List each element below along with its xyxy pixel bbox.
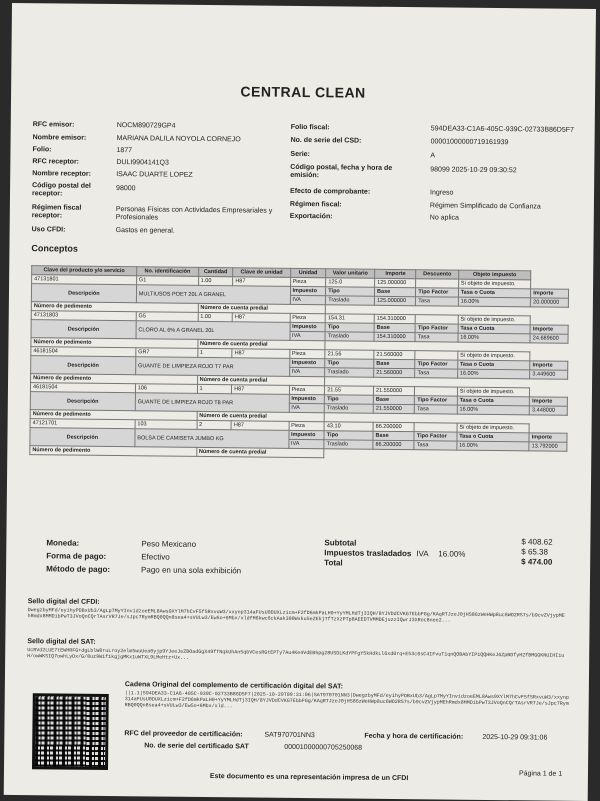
- pedimento-label: Número de pedimento: [30, 446, 197, 457]
- tax-base: 125.000000: [374, 296, 415, 305]
- cell-cantidad: 1: [197, 348, 232, 357]
- metodo-label: Método de pago:: [46, 564, 111, 575]
- tax-col-base: Base: [373, 395, 414, 404]
- nombre-receptor: ISAAC DUARTE LOPEZ: [116, 171, 193, 179]
- column-header: No. identificación: [136, 267, 198, 277]
- tax-imp: IVA: [288, 439, 324, 448]
- folio: 1877: [116, 147, 133, 155]
- cell-descuento: [415, 387, 457, 396]
- serie-sat: 00001000000705250068: [284, 743, 363, 752]
- description-label: Descripción: [30, 428, 135, 447]
- exportacion: No aplica: [429, 214, 460, 222]
- cell-clave_unidad: H87: [232, 349, 289, 359]
- tax-col-tipo: Tipo: [325, 359, 374, 369]
- tax-col-tipo: Tipo: [324, 431, 373, 441]
- serie-sat-label: No. de serie del certificado SAT: [144, 742, 249, 751]
- tax-factor: Tasa: [415, 405, 457, 414]
- cuenta-predial-label: Número de cuenta predial: [197, 339, 325, 349]
- tax-col-tipo_factor: Tipo Factor: [415, 360, 457, 369]
- rfc-emisor-label: RFC emisor:: [32, 121, 75, 129]
- sello-cfdi: DwegzbyMFd/eyihyPDBxUb3/AgLp7MyYInvidzoeEML8Aws9XYlM7hCvF5fSRxvuW3/xxynp314aFUsU0DUXLzicm+F2fD6mkPaLH0+YyYMLHdTj3IQH/8YJVDdCVKG7EbbFGg/KAqRTJzeJ0jHS86zWeHWp8uc6WO2RS7s/b9cvZVjypMEhRmdx8MMDibPwT3JVoQnCQrTAsrVR7Je/sJpc7RymRBQ0QQn8sea4+sVULw3/Ew5o+6Mbx/xldfM6kwc6ckAak300Wxku5eZEkjTfTzXzPTp8AEEDTVMMDEjuzzIQwrJ3XRoc8nee2...: [27, 607, 565, 624]
- tax-col-tipo_factor: Tipo Factor: [416, 288, 458, 297]
- tax-imp: IVA: [290, 295, 326, 304]
- impuestos-tasa: 16.00%: [438, 549, 466, 559]
- cell-clave: 47131801: [32, 275, 137, 285]
- tax-col-importe: Importe: [531, 289, 569, 298]
- spacer-cell: [324, 449, 529, 460]
- forma-label: Forma de pago:: [46, 551, 107, 561]
- tax-col-base: Base: [374, 359, 415, 368]
- tax-imp_importe: 13.792000: [529, 442, 567, 451]
- cell-id: GR7: [136, 348, 198, 358]
- sello-sat: UcRVd2LUE7tEWHRFG+dgLblW8ruLroy2elm5wuUea0yjp9YJeeJeZBOadGgX49fTNqkUhAn5qbVCesRGtEPTy7Au4Ke4VdEB5pg28USDLKdYPFgY5kHdkLl6xd0rq+E53c6sC4IFvuT1qnQOBAbYIP1QQHKeJ6ZpBDfyH2fBMGGKNUIHI1uH/owWKSIQ7owhLyDx/G/8uz9W1f1kgjgMKx1uWTXL9LMeHtz+Ux...: [27, 647, 565, 661]
- uso-cfdi: Gastos en general.: [115, 227, 175, 235]
- cell-descuento: [416, 279, 458, 288]
- tax-factor: Tasa: [415, 369, 457, 378]
- folio-label: Folio:: [32, 146, 52, 154]
- cell-id: 103: [135, 420, 197, 430]
- qr-code-icon: [32, 693, 109, 770]
- cell-id: G5: [136, 312, 198, 322]
- cell-unidad: Pieza: [289, 385, 325, 394]
- total-label: Total: [324, 558, 343, 568]
- description-label: Descripción: [31, 284, 136, 303]
- cell-unidad: Pieza: [289, 349, 325, 358]
- tax-imp: IVA: [289, 403, 325, 412]
- tax-factor: Tasa: [415, 333, 457, 342]
- cell-valor: 125.0: [326, 278, 375, 288]
- cell-clave: 46181504: [30, 383, 135, 393]
- tax-col-tasa: Tasa o Cuota: [457, 360, 530, 370]
- tax-col-tipo: Tipo: [325, 395, 374, 405]
- column-header: Valor unitario: [326, 269, 375, 279]
- cell-valor: 154.31: [325, 314, 374, 324]
- tax-col-impuesto: Impuesto: [289, 358, 325, 367]
- efecto: Ingreso: [430, 189, 454, 197]
- tax-tipo: Traslado: [325, 404, 374, 414]
- footer-note: Este documento es una representación impresa de un CFDI: [209, 773, 409, 783]
- tax-col-importe: Importe: [530, 361, 568, 370]
- cuenta-predial-label: Número de cuenta predial: [197, 375, 325, 385]
- tax-base: 21.560000: [374, 368, 415, 377]
- regimen: Régimen Simplificado de Confianza: [429, 202, 541, 211]
- cell-objeto: Sí objeto de impuesto.: [458, 279, 531, 289]
- column-header: Importe: [375, 269, 416, 278]
- tax-col-impuesto: Impuesto: [288, 430, 324, 439]
- tax-col-base: Base: [374, 323, 415, 332]
- regimen-label: Régimen fiscal:: [289, 200, 342, 209]
- cell-cantidad: 1.00: [198, 276, 233, 285]
- item-description: GUANTE DE LIMPIEZA ROJO T8 PAR: [135, 393, 289, 413]
- cp-fecha: 98099 2025-10-29 09:30:52: [430, 166, 517, 175]
- description-label: Descripción: [31, 320, 136, 339]
- item-description: CLORO AL 6% A GRANEL 20L: [136, 321, 290, 341]
- cell-descuento: [416, 315, 458, 324]
- rfc-cert: SAT970701NN3: [264, 731, 315, 740]
- cuenta-predial-label: Número de cuenta predial: [196, 447, 324, 457]
- cell-importe: 154.310000: [374, 314, 415, 323]
- cell-importe: 21.550000: [373, 386, 414, 395]
- tax-tasa: 16.00%: [458, 297, 531, 307]
- page-number: Página 1 de 1: [518, 770, 563, 778]
- fecha-cert-label: Fecha y hora de certificación:: [364, 732, 464, 741]
- cell-clave_unidad: H87: [232, 385, 289, 395]
- item-description: GUANTE DE LIMPIEZA ROJO T7 PAR: [135, 357, 289, 377]
- efecto-label: Efecto de comprobante:: [290, 187, 371, 196]
- serie: A: [430, 152, 436, 160]
- cell-objeto: Sí objeto de impuesto.: [457, 387, 530, 397]
- cadena-label: Cadena Original del complemento de certificación digital del SAT:: [124, 681, 344, 691]
- cuenta-predial-label: Número de cuenta predial: [198, 303, 326, 313]
- column-header: Unidad: [290, 268, 326, 277]
- column-header: Clave del producto y/o servicio: [32, 266, 137, 276]
- cell-clave: 47131803: [31, 311, 136, 321]
- folio-fiscal: 594DEA33-C1A6-405C-939C-02733B86D5F7: [430, 125, 574, 134]
- cell-clave: 47121701: [30, 419, 135, 429]
- rfc-receptor: DULI9904141Q3: [116, 159, 169, 167]
- subtotal-label: Subtotal: [324, 538, 357, 548]
- tax-col-tipo_factor: Tipo Factor: [415, 324, 457, 333]
- rfc-cert-label: RFC del proveedor de certificación:: [124, 730, 243, 739]
- tax-col-tasa: Tasa o Cuota: [458, 324, 531, 334]
- tax-col-tasa: Tasa o Cuota: [457, 396, 530, 406]
- tax-imp: IVA: [289, 367, 325, 376]
- forma: Efectivo: [141, 552, 170, 562]
- uso-cfdi-label: Uso CFDI:: [31, 226, 66, 234]
- moneda: Peso Mexicano: [141, 539, 197, 549]
- tax-col-tipo: Tipo: [326, 287, 375, 297]
- cell-clave_unidad: H87: [233, 277, 290, 287]
- invoice-page: [4, 3, 596, 801]
- tax-col-importe: Importe: [530, 325, 568, 334]
- tax-tasa: 16.00%: [457, 369, 530, 379]
- cell-cantidad: 2: [197, 420, 232, 429]
- pedimento-label: Número de pedimento: [31, 302, 198, 313]
- tax-factor: Tasa: [416, 297, 458, 306]
- tax-col-tipo_factor: Tipo Factor: [415, 396, 457, 405]
- cell-clave_unidad: H87: [232, 313, 289, 323]
- conceptos-table: [29, 265, 569, 461]
- nombre-receptor-label: Nombre receptor:: [32, 170, 91, 178]
- pedimento-label: Número de pedimento: [31, 374, 198, 385]
- cell-id: G1: [136, 276, 198, 286]
- column-header: Objeto impuesto: [458, 270, 531, 280]
- cell-importe: 21.560000: [374, 350, 415, 359]
- subtotal: $ 408.62: [521, 537, 553, 547]
- rfc-receptor-label: RFC receptor:: [32, 158, 80, 166]
- serie-csd: 00001000000719161939: [430, 138, 509, 147]
- tax-tipo: Traslado: [324, 440, 373, 450]
- column-header: Clave de unidad: [233, 268, 290, 278]
- description-label: Descripción: [30, 392, 135, 411]
- column-header: Descuento: [416, 270, 458, 279]
- tax-col-tasa: Tasa o Cuota: [458, 288, 531, 298]
- sello-sat-label: Sello digital del SAT:: [27, 638, 96, 646]
- tax-tasa: 16.00%: [457, 441, 530, 451]
- tax-col-tipo: Tipo: [325, 323, 374, 333]
- cell-importe: 125.000000: [375, 278, 416, 287]
- cell-clave: 46181504: [31, 347, 136, 357]
- sello-cfdi-label: Sello digital del CFDI:: [27, 598, 100, 606]
- cell-unidad: Pieza: [290, 313, 326, 322]
- tax-factor: Tasa: [414, 441, 456, 450]
- total: $ 474.00: [521, 557, 553, 567]
- regimen-receptor-label: Régimen fiscal receptor:: [31, 204, 82, 220]
- impuestos-tipo: IVA: [416, 549, 429, 559]
- serie-csd-label: No. de serie del CSD:: [290, 136, 362, 145]
- nombre-emisor-label: Nombre emisor:: [32, 134, 87, 142]
- regimen-receptor: Personas Físicas con Actividades Empresariales y Profesionales: [115, 206, 273, 222]
- cuenta-predial-label: Número de cuenta predial: [197, 411, 325, 421]
- fecha-cert: 2025-10-29 09:31:06: [482, 733, 548, 742]
- tax-tipo: Traslado: [325, 332, 374, 342]
- tax-col-impuesto: Impuesto: [290, 322, 326, 331]
- impuestos: $ 65.38: [521, 547, 549, 557]
- cell-objeto: Sí objeto de impuesto.: [458, 351, 531, 361]
- tax-col-base: Base: [375, 287, 416, 296]
- cell-descuento: [414, 423, 456, 432]
- moneda-label: Moneda:: [46, 538, 80, 548]
- cell-unidad: Pieza: [289, 421, 325, 430]
- tax-base: 154.310000: [374, 332, 415, 341]
- tax-col-impuesto: Impuesto: [289, 394, 325, 403]
- cell-objeto: Sí objeto de impuesto.: [458, 315, 531, 325]
- cell-clave_unidad: H87: [231, 421, 288, 431]
- tax-tipo: Traslado: [325, 368, 374, 378]
- tax-imp_importe: 20.000000: [531, 298, 569, 307]
- cell-id: 106: [135, 384, 197, 394]
- cell-objeto: Sí objeto de impuesto.: [457, 423, 530, 433]
- cell-unidad: Pieza: [290, 277, 326, 286]
- tax-col-importe: Importe: [529, 433, 567, 442]
- column-header: Cantidad: [198, 267, 233, 276]
- rfc-emisor: NOCM890729GP4: [116, 122, 176, 130]
- pedimento-label: Número de pedimento: [30, 410, 197, 421]
- item-description: MULTIUSOS POET 20L A GRANEL: [136, 285, 290, 305]
- metodo: Pago en una sola exhibición: [141, 565, 242, 576]
- cell-valor: 21.55: [325, 386, 374, 396]
- tax-tasa: 16.00%: [457, 405, 530, 415]
- cadena: ||1.1|594DEA33-C1A6-405C-939C-02733B86D5F7|2025-10-29T09:31:06|SAT970701NN3|DwegzbyMFd/eyihyPDBxUb3/AgLp7MyYInvidzoeEML8Aws9XYlM7hCvF5fSRxvuW3/xxynp314aFUsU0DUXLzicm+F2fD6mkPaLH0+YyYMLHdTj3IQH/8YJVDdCVKG7EbbFGg/KAqRTJzeJ0jHS86zWeHWp8uc6WO2RS7s/b9cvZVjypMEhRmdx8MMDibPwT3JVoQnCQrTAsrVR7Je/sJpc7RymRBQ0QQn8sea4+sVULw3/Ew5o+6Mbx/xld...: [124, 690, 569, 710]
- serie-label: Serie:: [290, 150, 310, 159]
- cp-fecha-label: Código postal, fecha y hora de emisión:: [290, 163, 393, 180]
- exportacion-label: Exportación:: [289, 212, 333, 221]
- cell-cantidad: 1.00: [198, 312, 233, 321]
- tax-imp: IVA: [290, 331, 326, 340]
- nombre-emisor: MARIANA DALILA NOYOLA CORNEJO: [116, 135, 241, 144]
- tax-imp_importe: 3.449600: [530, 370, 568, 379]
- company-title: CENTRAL CLEAN: [240, 83, 366, 101]
- conceptos-title: Conceptos: [31, 243, 79, 254]
- cell-valor: 21.56: [325, 350, 374, 360]
- tax-imp_importe: 3.448000: [530, 406, 568, 415]
- description-label: Descripción: [31, 356, 136, 375]
- tax-col-base: Base: [373, 431, 414, 440]
- tax-imp_importe: 24.689600: [530, 334, 568, 343]
- tax-col-importe: Importe: [530, 397, 568, 406]
- tax-col-tipo_factor: Tipo Factor: [414, 432, 456, 441]
- tax-base: 21.550000: [373, 404, 414, 413]
- cp-receptor-label: Código postal del receptor:: [31, 182, 91, 198]
- folio-fiscal-label: Folio fiscal:: [290, 123, 330, 132]
- pedimento-label: Número de pedimento: [31, 338, 198, 349]
- cell-descuento: [415, 351, 457, 360]
- cp-receptor: 98000: [116, 185, 136, 193]
- cell-valor: 43.10: [324, 422, 373, 432]
- tax-base: 86.200000: [373, 440, 414, 449]
- tax-col-tasa: Tasa o Cuota: [457, 432, 530, 442]
- cell-cantidad: 1: [197, 384, 232, 393]
- item-description: BOLSA DE CAMISETA JUMBO KG: [135, 429, 289, 449]
- tax-tipo: Traslado: [326, 296, 375, 306]
- tax-col-impuesto: Impuesto: [290, 286, 326, 295]
- impuestos-label: Impuestos trasladados: [324, 548, 412, 559]
- tax-tasa: 16.00%: [458, 333, 531, 343]
- cell-importe: 86.200000: [373, 422, 414, 431]
